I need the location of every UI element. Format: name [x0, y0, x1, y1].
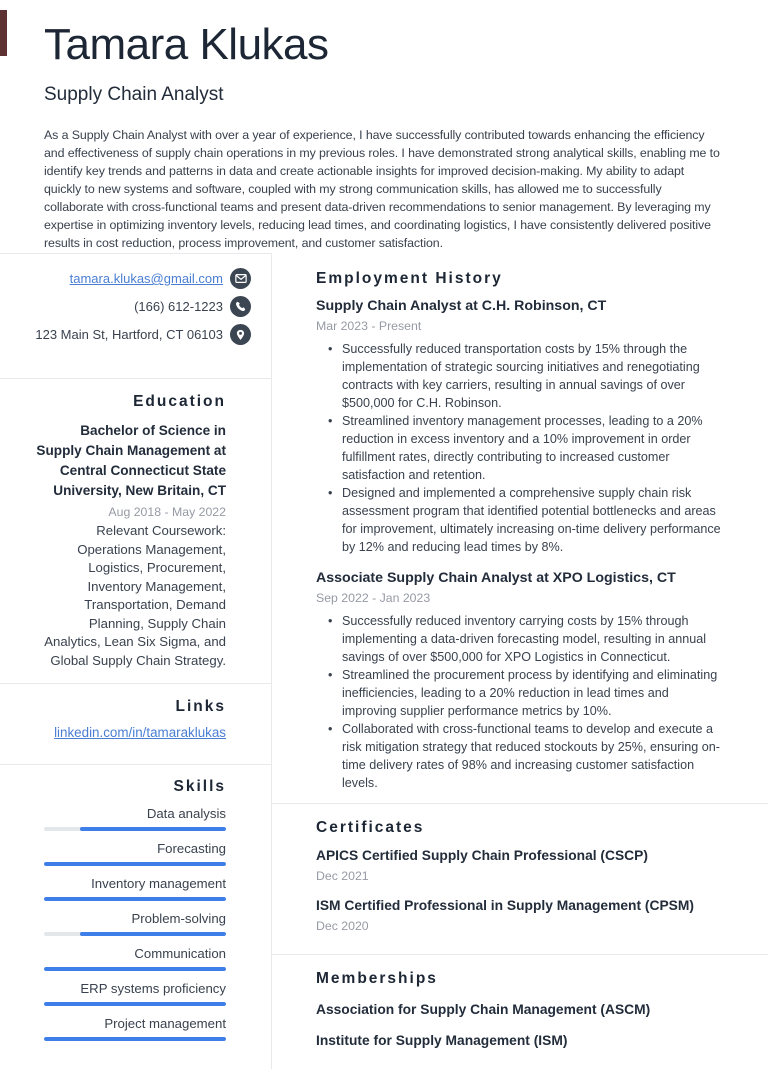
skill-label: Data analysis [146, 806, 226, 821]
memberships-section [272, 954, 768, 1069]
links-section [0, 683, 271, 764]
main-column [272, 253, 768, 1069]
skill-label: ERP systems proficiency [80, 981, 226, 996]
location-pin-icon [230, 324, 251, 345]
certificate-entry [316, 847, 724, 883]
address-text: 123 Main St, Hartford, CT 06103 [35, 327, 223, 342]
email-link[interactable]: tamara.klukas@gmail.com [69, 271, 223, 286]
skill-label: Problem-solving [131, 911, 226, 926]
job-bullet: • Collaborated with cross-functional teams to develop and execute a risk mitigation strategy that reduced stockouts by 25%, ensuring on-time delivery rates of 98% and increasing customer satisfaction levels. [316, 720, 724, 792]
memberships-list [316, 1001, 724, 1050]
job-bullets [316, 340, 724, 556]
phone-icon [230, 296, 251, 317]
memberships-heading: Memberships [316, 970, 438, 987]
phone-number: (166) 612-1223 [134, 299, 223, 314]
certificate-title: ISM Certified Professional in Supply Management (CPSM) [316, 898, 694, 913]
job-bullet: • Successfully reduced inventory carrying costs by 15% through implementing a data-driven forecasting model, resulting in annual savings of over $500,000 for XPO Logistics in Connecticut. [316, 612, 724, 666]
contact-row-phone [16, 296, 251, 317]
job-bullet: • Successfully reduced transportation costs by 15% through the implementation of strategic sourcing initiatives and renegotiating contracts with key carriers, resulting in annual savings of over $500,000 for C.H. Robinson. [316, 340, 724, 412]
skill-bar-fill [44, 1037, 226, 1041]
skill-item [36, 805, 226, 831]
mail-icon [230, 268, 251, 289]
employment-heading: Employment History [316, 270, 503, 287]
contact-section [0, 253, 271, 378]
certificate-title: APICS Certified Supply Chain Professional (CSCP) [316, 848, 648, 863]
skill-bar-fill [80, 827, 226, 831]
job-entry [316, 297, 724, 556]
skills-section [0, 764, 271, 1069]
skill-bar-fill [80, 932, 226, 936]
skill-item [36, 840, 226, 866]
job-bullet: • Streamlined the procurement process by identifying and eliminating inefficiencies, leading to a 20% reduction in lead times and improving supplier performance metrics by 10%. [316, 666, 724, 720]
skill-bar [44, 967, 226, 971]
degree-title: Bachelor of Science in Supply Chain Management at Central Connecticut State University, New Britain, CT [36, 423, 226, 498]
contact-row-address [16, 324, 251, 345]
education-dates: Aug 2018 - May 2022 [108, 505, 226, 519]
skill-item [36, 910, 226, 936]
skills-list [36, 805, 226, 1041]
membership-entry: Institute for Supply Management (ISM) [316, 1033, 568, 1048]
certificates-list [316, 847, 724, 933]
job-title: Supply Chain Analyst at C.H. Robinson, CT [316, 298, 607, 314]
skill-item [36, 875, 226, 901]
certificate-entry [316, 897, 724, 933]
skill-bar [44, 827, 226, 831]
skill-bar-fill [44, 897, 226, 901]
job-bullet: • Streamlined inventory management processes, leading to a 20% reduction in excess inventory and a 10% improvement in order fulfillment rates, directly contributing to increased customer satisfaction and retention. [316, 412, 724, 484]
candidate-role: Supply Chain Analyst [44, 84, 224, 105]
certificate-date: Dec 2020 [316, 919, 369, 933]
skill-bar [44, 862, 226, 866]
skill-item [36, 980, 226, 1006]
skill-item [36, 1015, 226, 1041]
skill-label: Communication [134, 946, 226, 961]
certificates-section [272, 803, 768, 954]
education-heading: Education [133, 393, 226, 410]
skill-label: Inventory management [91, 876, 226, 891]
skill-bar [44, 897, 226, 901]
job-dates: Mar 2023 - Present [316, 319, 422, 333]
resume-header [0, 0, 768, 253]
education-section [0, 378, 271, 683]
education-description: Relevant Coursework: Operations Management, Logistics, Procurement, Inventory Management, Transportation, Demand Planning, Supply Chain Analytics, Lean Six Sigma, and Global Supply Chain Strategy. [44, 523, 226, 668]
skill-bar-fill [44, 862, 226, 866]
certificate-date: Dec 2021 [316, 869, 369, 883]
jobs-list [316, 297, 724, 792]
skill-bar-fill [44, 967, 226, 971]
contact-row-email [16, 268, 251, 289]
skill-label: Forecasting [157, 841, 226, 856]
page-corner-mark [0, 10, 7, 56]
skill-label: Project management [104, 1016, 226, 1031]
job-entry [316, 569, 724, 792]
skill-bar [44, 932, 226, 936]
resume-body [0, 253, 768, 1069]
skill-bar-fill [44, 1002, 226, 1006]
skill-item [36, 945, 226, 971]
job-bullet: • Designed and implemented a comprehensive supply chain risk assessment program that identified potential bottlenecks and areas for improvement, ultimately increasing on-time delivery performance by 12% and reducing lead times by 8%. [316, 484, 724, 556]
candidate-name: Tamara Klukas [44, 20, 329, 69]
linkedin-link[interactable]: linkedin.com/in/tamaraklukas [54, 725, 226, 740]
sidebar [0, 253, 272, 1069]
certificates-heading: Certificates [316, 819, 425, 836]
skills-heading: Skills [173, 778, 226, 795]
job-title: Associate Supply Chain Analyst at XPO Logistics, CT [316, 570, 676, 586]
membership-entry: Association for Supply Chain Management (ASCM) [316, 1002, 651, 1017]
links-heading: Links [175, 698, 226, 715]
employment-section [272, 253, 768, 803]
summary-text: As a Supply Chain Analyst with over a year of experience, I have successfully contributed towards enhancing the efficiency and effectiveness of supply chain operations in my previous roles. I have demonstrated strong analytical skills, enabling me to identify key trends and patterns in data and create actionable insights for improved decision-making. My ability to adapt quickly to new systems and software, coupled with my strong communication skills, has allowed me to successfully collaborate with cross-functional teams and present data-driven recommendations to senior management. By leveraging my expertise in optimizing inventory levels, reducing lead times, and coordinating logistics, I have consistently delivered positive results in cost reduction, process improvement, and customer satisfaction. [44, 128, 720, 250]
job-bullets [316, 612, 724, 792]
job-dates: Sep 2022 - Jan 2023 [316, 591, 431, 605]
skill-bar [44, 1002, 226, 1006]
skill-bar [44, 1037, 226, 1041]
